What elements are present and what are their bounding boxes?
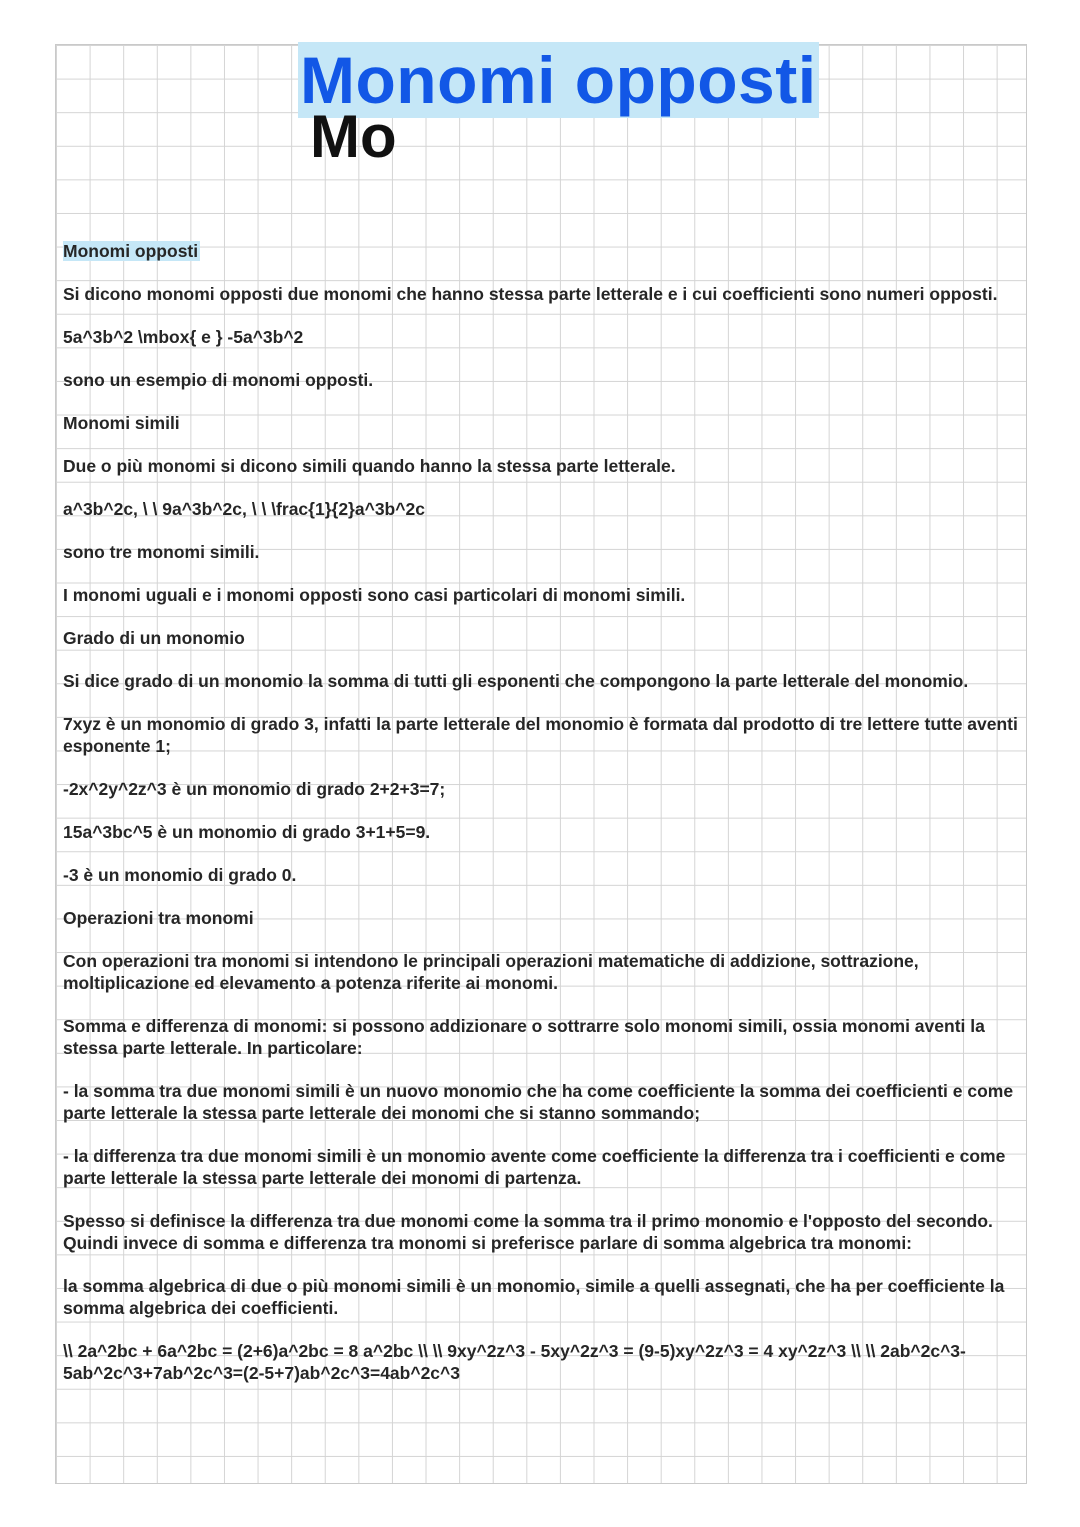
section-heading-operazioni: Operazioni tra monomi	[63, 908, 254, 928]
paragraph: - la differenza tra due monomi simili è un monomio avente come coefficiente la differenza tra i coefficienti e come parte letterale la stessa parte letterale dei monomi di partenza.	[63, 1146, 1006, 1188]
formula: a^3b^2c, \ \ 9a^3b^2c, \ \ \frac{1}{2}a^3b^2c	[63, 499, 425, 519]
paragraph: 15a^3bc^5 è un monomio di grado 3+1+5=9.	[63, 822, 431, 842]
paragraph: -2x^2y^2z^3 è un monomio di grado 2+2+3=7;	[63, 779, 446, 799]
highlighted-heading: Monomi opposti	[63, 241, 199, 261]
paragraph: Si dice grado di un monomio la somma di tutti gli esponenti che compongono la parte letterale del monomio.	[63, 671, 969, 691]
paragraph: Somma e differenza di monomi: si possono addizionare o sottrarre solo monomi simili, ossia monomi aventi la stessa parte letterale. In particolare:	[63, 1016, 985, 1058]
page-title: Monomi opposti	[300, 43, 817, 117]
page-subtitle: Mo	[310, 103, 397, 170]
paragraph: Spesso si definisce la differenza tra due monomi come la somma tra il primo monomio e l'opposto del secondo. Quindi invece di somma e differenza tra monomi si preferisce parlare di somma algebrica tra monomi:	[63, 1211, 993, 1253]
section-heading-opposti	[63, 240, 1029, 262]
paragraph: -3 è un monomio di grado 0.	[63, 865, 297, 885]
formula: 5a^3b^2 \mbox{ e } -5a^3b^2	[63, 327, 304, 347]
section-heading-grado: Grado di un monomio	[63, 628, 245, 648]
paragraph: sono un esempio di monomi opposti.	[63, 370, 374, 390]
paragraph: - la somma tra due monomi simili è un nuovo monomio che ha come coefficiente la somma dei coefficienti e come parte letterale la stessa parte letterale dei monomi che si stanno sommando;	[63, 1081, 1014, 1123]
paragraph: Con operazioni tra monomi si intendono le principali operazioni matematiche di addizione, sottrazione, moltiplicazione ed elevamento a potenza riferite ai monomi.	[63, 951, 919, 993]
paragraph: Due o più monomi si dicono simili quando hanno la stessa parte letterale.	[63, 456, 676, 476]
paragraph: sono tre monomi simili.	[63, 542, 260, 562]
paragraph: la somma algebrica di due o più monomi simili è un monomio, simile a quelli assegnati, che ha per coefficiente la somma algebrica dei coefficienti.	[63, 1276, 1005, 1318]
section-heading-simili: Monomi simili	[63, 413, 180, 433]
formula: \\ 2a^2bc + 6a^2bc = (2+6)a^2bc = 8 a^2bc \\ \\ 9xy^2z^3 - 5xy^2z^3 = (9-5)xy^2z^3 = 4 xy^2z^3 \\ \\ 2ab^2c^3-5ab^2c^3+7ab^2c^3=(2-5+7)ab^2c^3=4ab^2c^3	[63, 1341, 966, 1383]
document-body	[63, 240, 1029, 1405]
paragraph: Si dicono monomi opposti due monomi che hanno stessa parte letterale e i cui coefficienti sono numeri opposti.	[63, 284, 998, 304]
paragraph: 7xyz è un monomio di grado 3, infatti la parte letterale del monomio è formata dal prodotto di tre lettere tutte aventi esponente 1;	[63, 714, 1018, 756]
paragraph: I monomi uguali e i monomi opposti sono casi particolari di monomi simili.	[63, 585, 686, 605]
